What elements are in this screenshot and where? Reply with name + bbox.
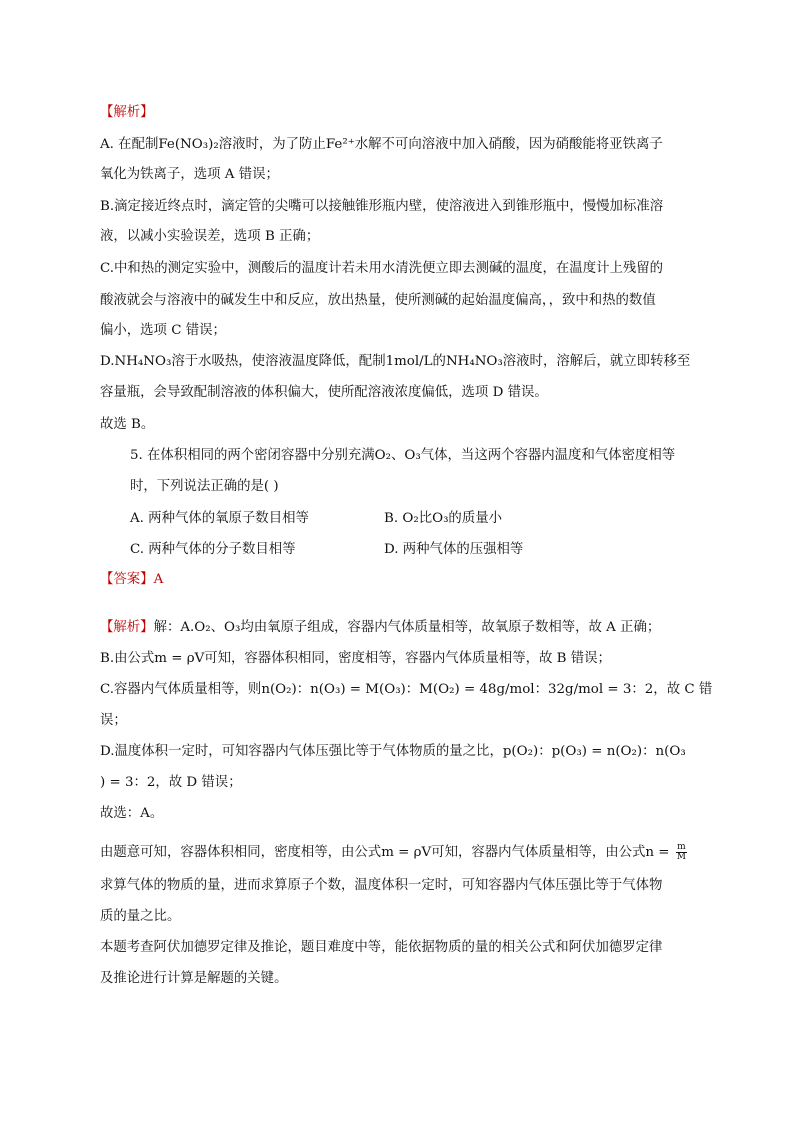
fraction-denominator: M: [676, 852, 686, 862]
option-d: D. 两种气体的压强相等: [384, 542, 524, 557]
analysis2-text-8: 由题意可知，容器体积相同，密度相等，由公式m = ρV可知，容器内气体质量相等，由公式n =: [100, 845, 674, 860]
analysis2-line-10: 质的量之比。: [100, 909, 181, 924]
analysis2-line-4: 误；: [100, 713, 127, 728]
option-a: A. 两种气体的氧原子数目相等: [130, 511, 309, 526]
answer-value: A: [153, 572, 164, 587]
analysis2-line-7: 故选：A。: [100, 806, 164, 821]
analysis-line-d1: D.NH₄NO₃溶于水吸热，使溶液温度降低，配制1mol/L的NH₄NO₃溶液时，溶解后，就立即转移至: [100, 354, 691, 369]
analysis-heading: 【解析】: [100, 105, 154, 120]
analysis2-text-1: 解：A.O₂、O₃均由氧原子组成，容器内气体质量相等，故氧原子数相等，故 A 正确；: [153, 620, 661, 635]
question-stem-line-1: 5. 在体积相同的两个密闭容器中分别充满O₂、O₃气体，当这两个容器内温度和气体密度相等: [130, 448, 676, 463]
analysis2-line-8: [100, 843, 687, 862]
answer-line: [100, 571, 163, 589]
analysis2-line-6: ) = 3：2，故 D 错误；: [100, 775, 242, 790]
analysis2-line-2: B.由公式m = ρV可知，容器体积相同，密度相等，容器内气体质量相等，故 B 错误；: [100, 651, 611, 666]
analysis-line-b2: 液，以减小实验误差，选项 B 正确；: [100, 229, 320, 244]
analysis-line-a1: A. 在配制Fe(NO₃)₂溶液时，为了防止Fe²⁺水解不可向溶液中加入硝酸，因为硝酸能将亚铁离子: [100, 137, 663, 152]
analysis-line-b1: B.滴定接近终点时，滴定管的尖嘴可以接触锥形瓶内壁，使溶液进入到锥形瓶中，慢慢加标准溶: [100, 199, 664, 214]
conclusion-line: 故选 B。: [100, 417, 155, 432]
analysis2-line-12: 及推论进行计算是解题的关键。: [100, 971, 288, 986]
answer-label: 【答案】: [100, 572, 154, 587]
analysis-line-c3: 偏小，选项 C 错误；: [100, 323, 226, 338]
analysis2-line-5: D.温度体积一定时，可知容器内气体压强比等于气体物质的量之比，p(O₂)：p(O₃) = n(O₂)：n(O₃: [100, 744, 686, 759]
analysis-line-c1: C.中和热的测定实验中，测酸后的温度计若未用水清洗便立即去测碱的温度，在温度计上残留的: [100, 261, 664, 276]
analysis-line-a2: 氧化为铁离子，选项 A 错误；: [100, 167, 279, 182]
option-c: C. 两种气体的分子数目相等: [130, 542, 296, 557]
option-b: B. O₂比O₃的质量小: [384, 511, 502, 526]
analysis2-line-9: 求算气体的物质的量，进而求算原子个数，温度体积一定时，可知容器内气体压强比等于气体物: [100, 878, 663, 893]
question-stem-line-2: 时，下列说法正确的是( ): [130, 479, 279, 494]
analysis2-line-1: [100, 619, 660, 637]
analysis2-line-3: C.容器内气体质量相等，则n(O₂)：n(O₃) = M(O₃)：M(O₂) = 48g/mol：32g/mol = 3：2，故 C 错: [100, 682, 713, 697]
fraction-m-over-M: [676, 843, 687, 862]
fraction-numerator: m: [677, 842, 686, 852]
analysis-line-d2: 容量瓶，会导致配制溶液的体积偏大，使所配溶液浓度偏低，选项 D 错误。: [100, 385, 548, 400]
analysis-line-c2: 酸液就会与溶液中的碱发生中和反应，放出热量，使所测碱的起始温度偏高，，致中和热的数值: [100, 293, 656, 308]
analysis2-line-11: 本题考查阿伏加德罗定律及推论，题目难度中等，能依据物质的量的相关公式和阿伏加德罗定律: [100, 940, 663, 955]
analysis2-label: 【解析】: [100, 620, 154, 635]
